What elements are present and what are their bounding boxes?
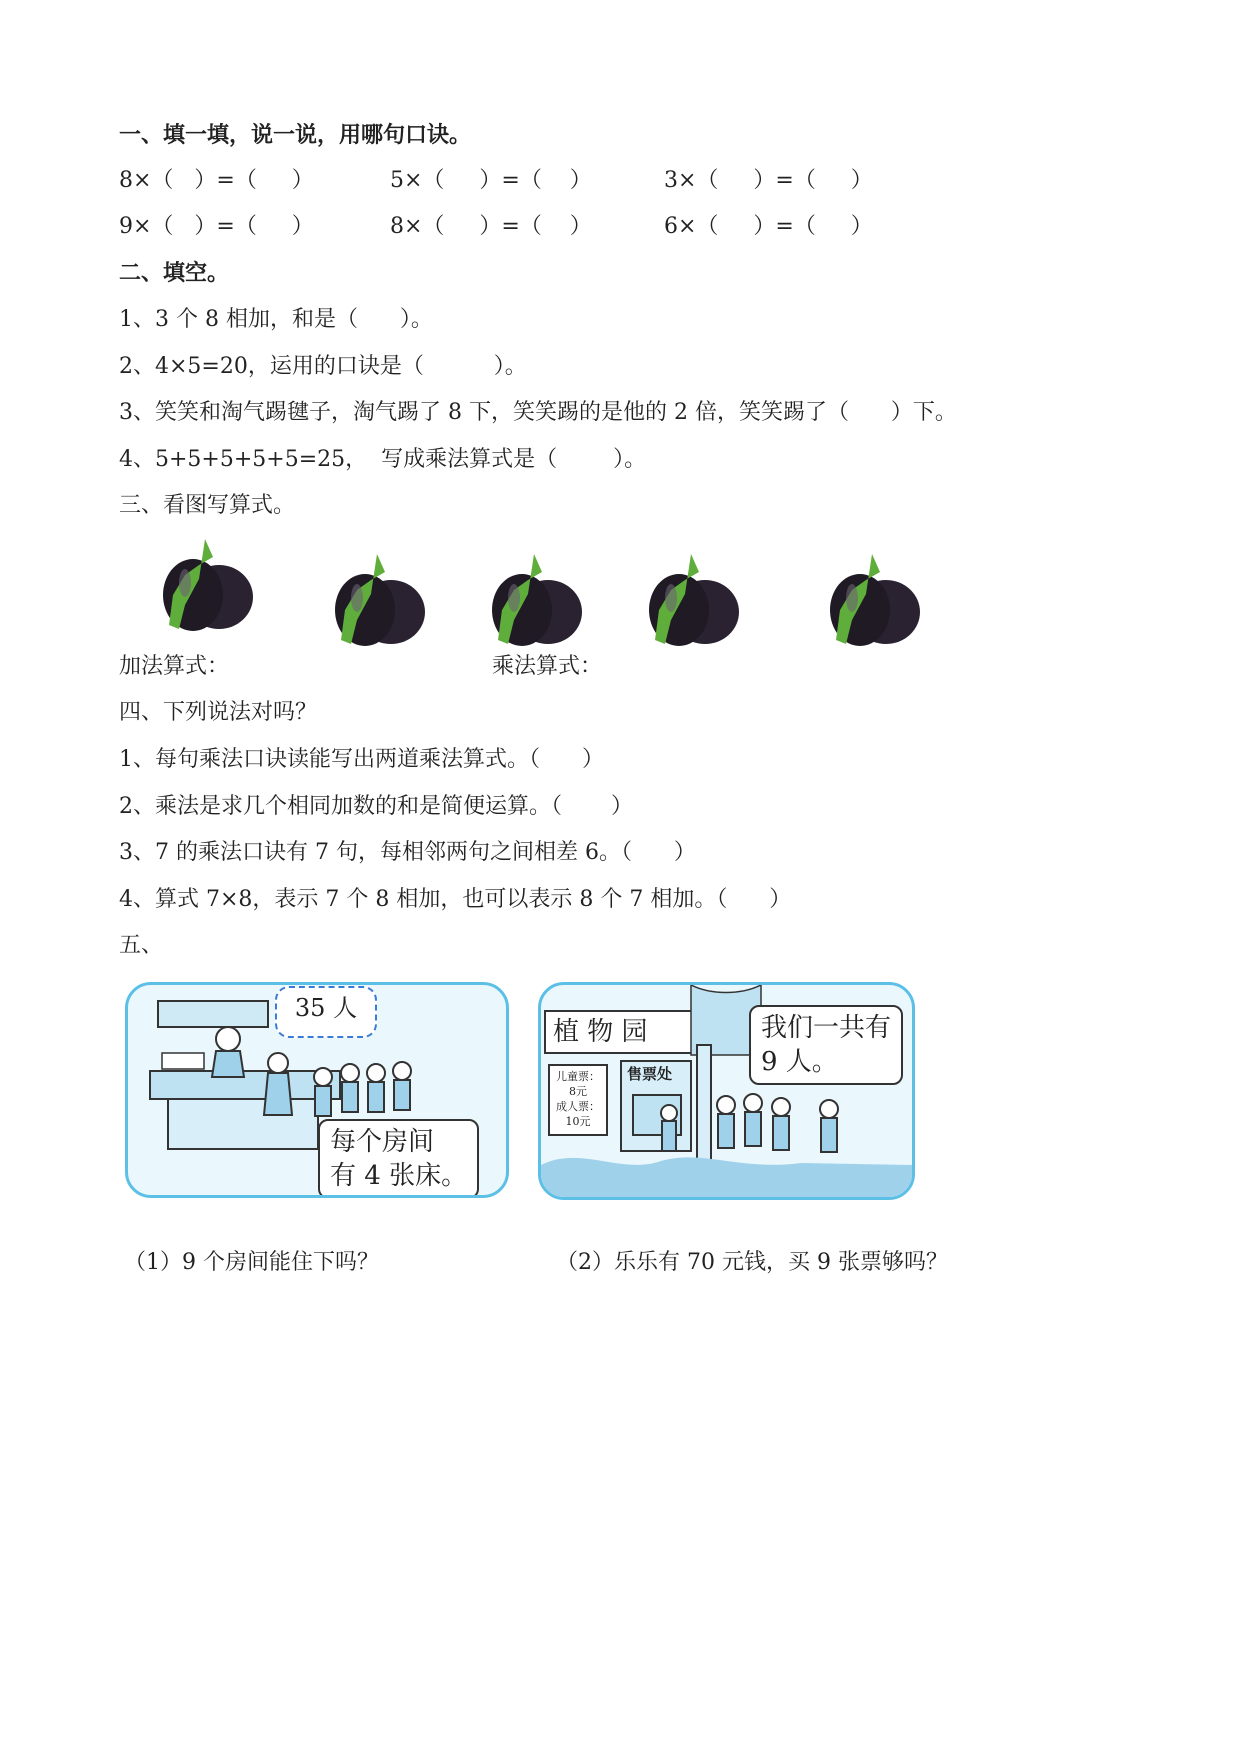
hotel-illustration: [125, 982, 509, 1198]
section5-title: 五、: [119, 933, 164, 958]
question-rooms: （1）9 个房间能住下吗？: [124, 1250, 379, 1275]
group-speech-bubble: 我们一共有 9 人。: [749, 1005, 903, 1085]
equation-blank: 8×（ ）=（ ）: [390, 214, 592, 239]
section3-title: 三、看图写算式。: [119, 493, 296, 518]
judge-question: 3、7 的乘法口诀有 7 句，每相邻两句之间相差 6。（ ）: [119, 840, 696, 865]
people-count-bubble: 35 人: [275, 986, 377, 1038]
judge-question: 1、每句乘法口诀读能写出两道乘法算式。（ ）: [119, 747, 604, 772]
section2-title: 二、填空。: [119, 261, 230, 286]
equation-blank: 3×（ ）=（ ）: [664, 168, 873, 193]
fill-question: 4、5+5+5+5+5=25， 写成乘法算式是（ ）。: [119, 447, 647, 472]
garden-illustration: [538, 982, 915, 1200]
question-tickets: （2）乐乐有 70 元钱，买 9 张票够吗？: [556, 1250, 948, 1275]
equation-blank: 9×（ ）=（ ）: [119, 214, 314, 239]
addition-label: 加法算式：: [119, 654, 230, 679]
equation-blank: 6×（ ）=（ ）: [664, 214, 873, 239]
eggplant-icon: [327, 550, 431, 650]
judge-question: 2、乘法是求几个相同加数的和是简便运算。（ ）: [119, 794, 633, 819]
fill-question: 2、4×5=20，运用的口诀是（ ）。: [119, 354, 527, 379]
eggplant-icon: [484, 550, 588, 650]
judge-question: 4、算式 7×8，表示 7 个 8 相加，也可以表示 8 个 7 相加。（ ）: [119, 887, 792, 912]
equation-blank: 5×（ ）=（ ）: [390, 168, 592, 193]
eggplant-icon: [641, 550, 745, 650]
section4-title: 四、下列说法对吗？: [119, 700, 318, 725]
ticket-booth-sign: 售票处: [627, 1065, 673, 1083]
beds-speech-bubble: 每个房间 有 4 张床。: [318, 1119, 479, 1198]
garden-sign: 植 物 园: [553, 1017, 648, 1047]
eggplant-icon: [822, 550, 926, 650]
multiplication-label: 乘法算式：: [492, 654, 603, 679]
section1-title: 一、填一填，说一说，用哪句口诀。: [119, 123, 472, 148]
eggplant-icon: [155, 535, 259, 635]
equation-blank: 8×（ ）=（ ）: [119, 168, 314, 193]
fill-question: 3、笑笑和淘气踢毽子，淘气踢了 8 下，笑笑踢的是他的 2 倍，笑笑踢了（ ）下。: [119, 400, 957, 425]
fill-question: 1、3 个 8 相加，和是（ ）。: [119, 307, 433, 332]
price-board: 儿童票： 8元 成人票： 10元: [556, 1070, 600, 1128]
